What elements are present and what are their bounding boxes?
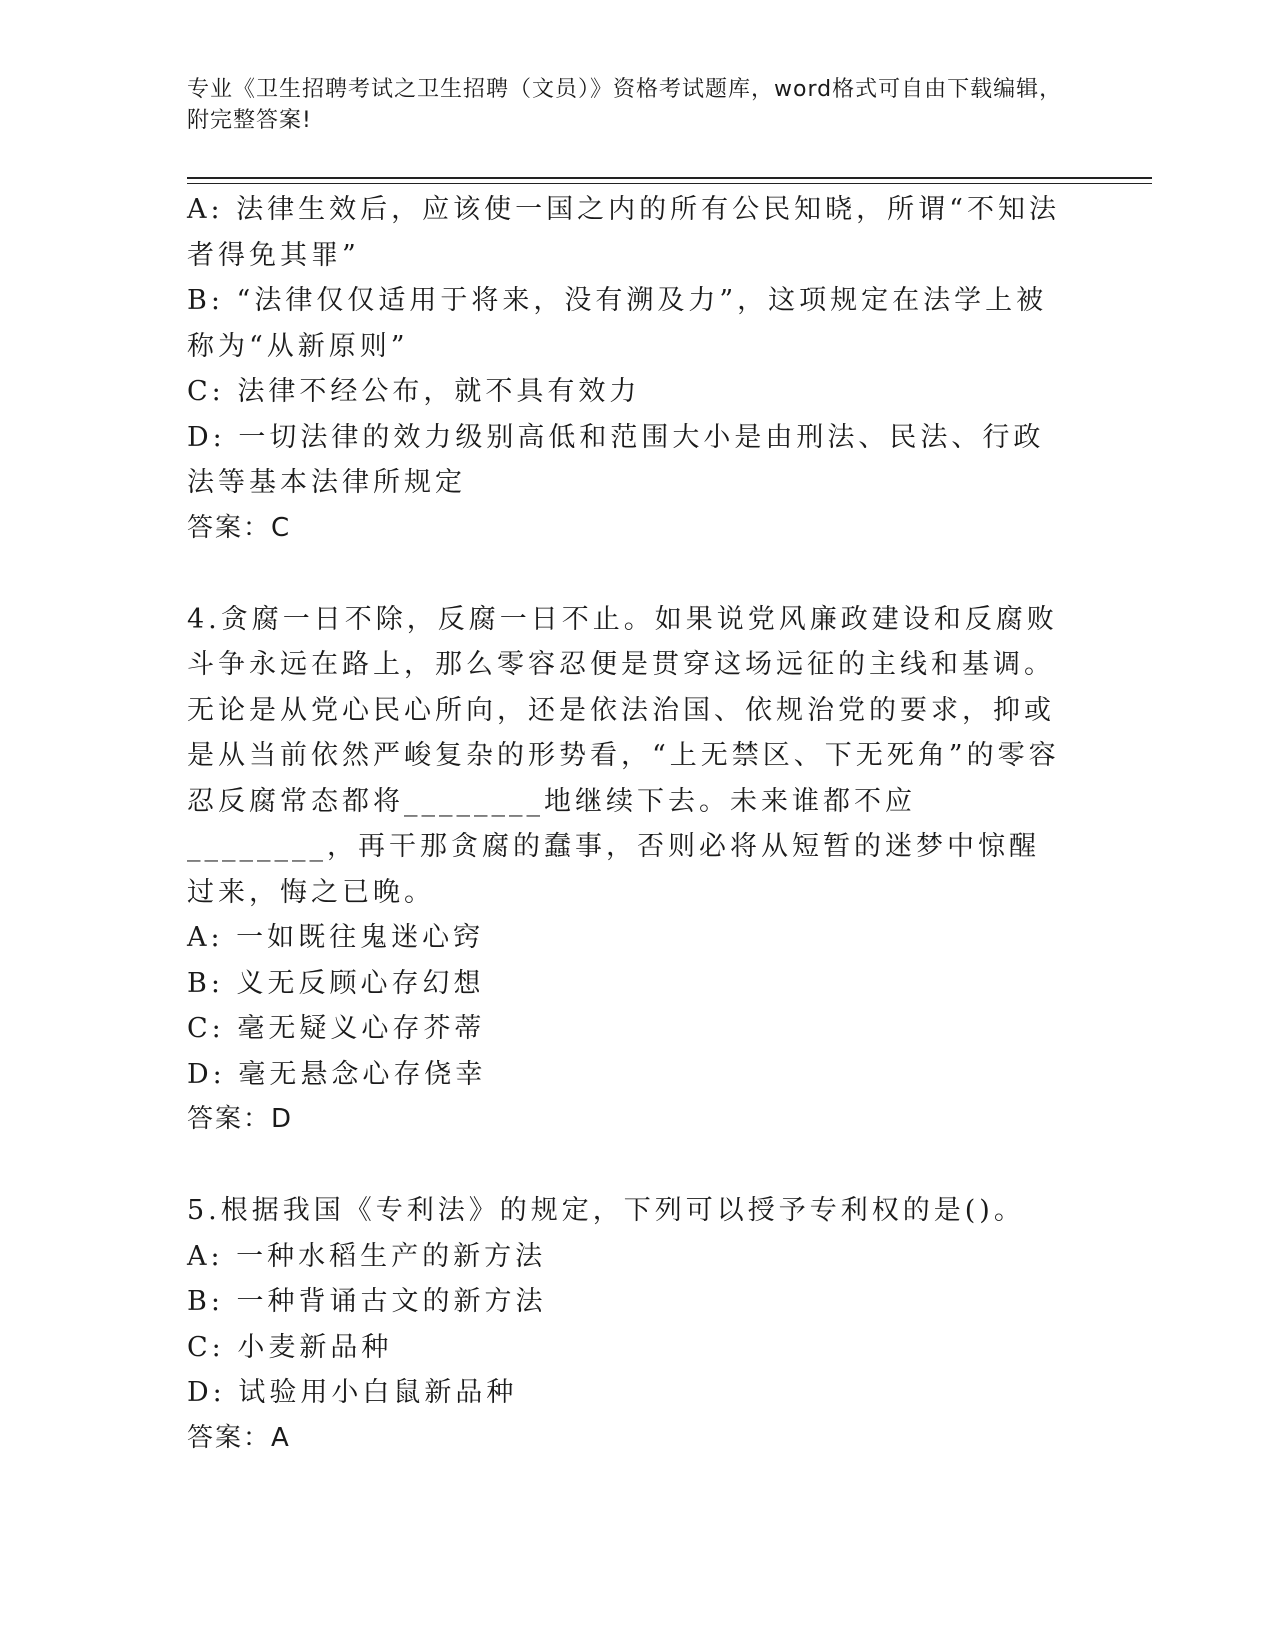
header-divider-thick — [187, 177, 1152, 179]
option-d: D: 试验用小白鼠新品种 — [187, 1377, 518, 1408]
option-b: B: “法律仅仅适用于将来，没有溯及力”，这项规定在法学上被称为“从新原则” — [187, 285, 1048, 362]
option-a: A: 法律生效后，应该使一国之内的所有公民知晓，所谓“不知法者得免其罪” — [187, 194, 1060, 271]
question-stem: 5.根据我国《专利法》的规定，下列可以授予专利权的是()。 — [187, 1195, 1025, 1226]
option-c: C: 毫无疑义心存芥蒂 — [187, 1013, 486, 1044]
option-a: A: 一如既往鬼迷心窍 — [187, 922, 485, 953]
question-list — [187, 187, 1067, 1461]
option-d: D: 一切法律的效力级别高低和范围大小是由刑法、民法、行政法等基本法律所规定 — [187, 421, 1045, 498]
question-block — [187, 1188, 1067, 1461]
header-divider-thin — [187, 183, 1152, 184]
option-c: C: 小麦新品种 — [187, 1331, 393, 1363]
answer-line: 答案：A — [187, 1422, 291, 1453]
spacer — [187, 1143, 1067, 1189]
answer-line: 答案：C — [187, 512, 292, 543]
question-stem: 4.贪腐一日不除，反腐一日不止。如果说党风廉政建设和反腐败斗争永远在路上，那么零容忍便是贯穿这场远征的主线和基调。无论是从党心民心所向，还是依法治国、依规治党的要求，抑或是从当前依然严峻复杂的形势看，“上无禁区、下无死角”的零容忍反腐常态都将________地继续下去。未来谁都不应________，再干那贪腐的蠢事，否则必将从短暂的迷梦中惊醒过来，悔之已晚。 — [187, 603, 1060, 908]
question-block — [187, 187, 1067, 551]
answer-line: 答案：D — [187, 1104, 294, 1134]
option-b: B: 一种背诵古文的新方法 — [187, 1286, 547, 1317]
option-a: A: 一种水稻生产的新方法 — [187, 1240, 547, 1272]
document-header: 专业《卫生招聘考试之卫生招聘（文员）》资格考试题库，word格式可自由下载编辑，附完整答案! — [187, 77, 1063, 133]
option-d: D: 毫无悬念心存侥幸 — [187, 1058, 487, 1090]
option-c: C: 法律不经公布，就不具有效力 — [187, 376, 641, 407]
question-block — [187, 597, 1067, 1143]
spacer — [187, 551, 1067, 597]
option-b: B: 义无反顾心存幻想 — [187, 967, 485, 999]
